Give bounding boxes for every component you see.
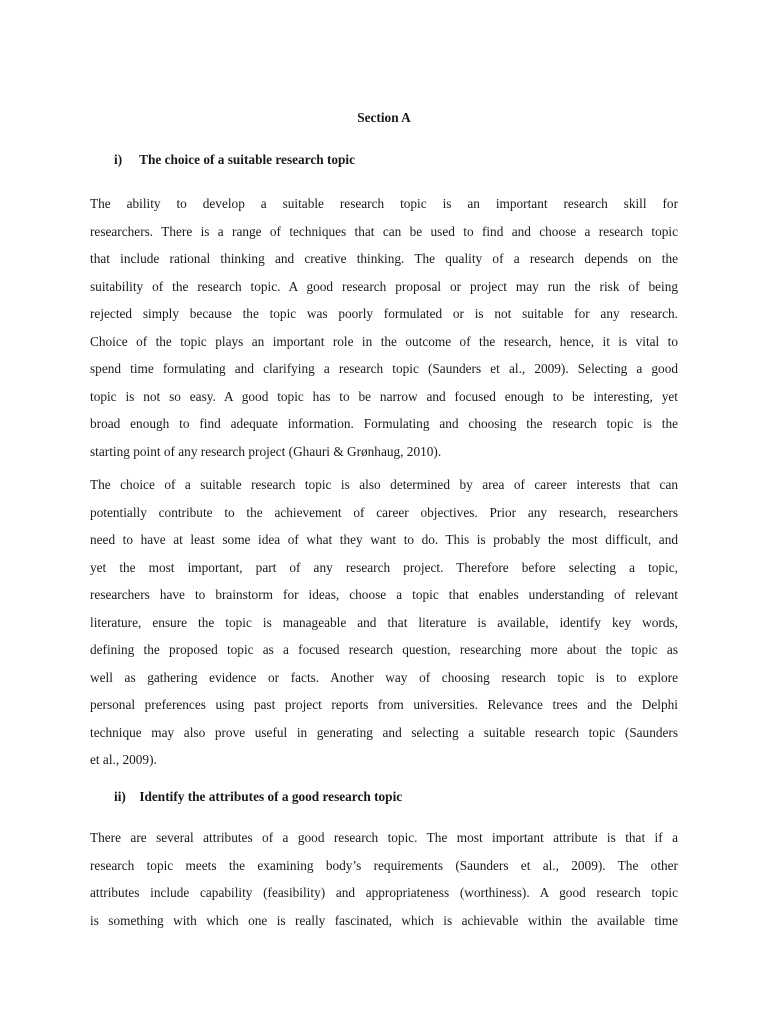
paragraph-2 [90, 471, 678, 774]
heading-number: ii) [114, 789, 126, 804]
heading-attributes [114, 788, 402, 806]
paragraph-line: The choice of a suitable research topic is also determined by area of career interests that can [90, 477, 678, 492]
paragraph-line: personal preferences using past project reports from universities. Relevance trees and the Delphi [90, 697, 678, 712]
paragraph-line: need to have at least some idea of what they want to do. This is probably the most difficult, and [90, 532, 678, 547]
paragraph-line: topic is not so easy. A good topic has to be narrow and focused enough to be interesting, yet [90, 388, 678, 404]
paragraph-line: researchers. There is a range of techniques that can be used to find and choose a research topic [90, 223, 678, 239]
heading-text: Identify the attributes of a good research topic [139, 789, 403, 804]
paragraph-line: rejected simply because the topic was poorly formulated or is not suitable for any research. [90, 306, 678, 321]
paragraph-line: suitability of the research topic. A good research proposal or project may run the risk of being [90, 278, 678, 294]
paragraph-line: potentially contribute to the achievement of career objectives. Prior any research, researchers [90, 504, 678, 520]
heading-choice-of-topic [114, 151, 355, 169]
paragraph-line: is something with which one is really fascinated, which is achievable within the available time [90, 912, 678, 928]
paragraph-line: yet the most important, part of any research project. Therefore before selecting a topic, [90, 559, 678, 575]
paragraph-1 [90, 190, 678, 465]
paragraph-line: spend time formulating and clarifying a research topic (Saunders et al., 2009). Selecting a good [90, 361, 678, 376]
paragraph-line: researchers have to brainstorm for ideas, choose a topic that enables understanding of relevant [90, 587, 678, 602]
paragraph-line: starting point of any research project (Ghauri & Grønhaug, 2010). [90, 443, 442, 459]
paragraph-3 [90, 824, 678, 934]
paragraph-line: Choice of the topic plays an important role in the outcome of the research, hence, it is vital to [90, 333, 678, 349]
paragraph-line: There are several attributes of a good research topic. The most important attribute is that if a [90, 830, 678, 845]
paragraph-line: literature, ensure the topic is manageable and that literature is available, identify key words, [90, 614, 678, 630]
section-title: Section A [357, 110, 411, 125]
paragraph-line: well as gathering evidence or facts. Another way of choosing research topic is to explore [90, 669, 678, 685]
paragraph-line: attributes include capability (feasibility) and appropriateness (worthiness). A good research topic [90, 885, 678, 900]
paragraph-line: that include rational thinking and creative thinking. The quality of a research depends on the [90, 251, 678, 266]
paragraph-line: research topic meets the examining body’s requirements (Saunders et al., 2009). The other [90, 857, 678, 873]
heading-number: i) [114, 152, 123, 167]
paragraph-line: defining the proposed topic as a focused research question, researching more about the topic as [90, 642, 678, 657]
paragraph-line: et al., 2009). [90, 752, 157, 767]
paragraph-line: The ability to develop a suitable research topic is an important research skill for [90, 196, 678, 211]
paragraph-line: broad enough to find adequate information. Formulating and choosing the research topic is the [90, 416, 678, 431]
heading-text: The choice of a suitable research topic [139, 152, 356, 167]
paragraph-line: technique may also prove useful in generating and selecting a suitable research topic (Saunders [90, 724, 678, 740]
